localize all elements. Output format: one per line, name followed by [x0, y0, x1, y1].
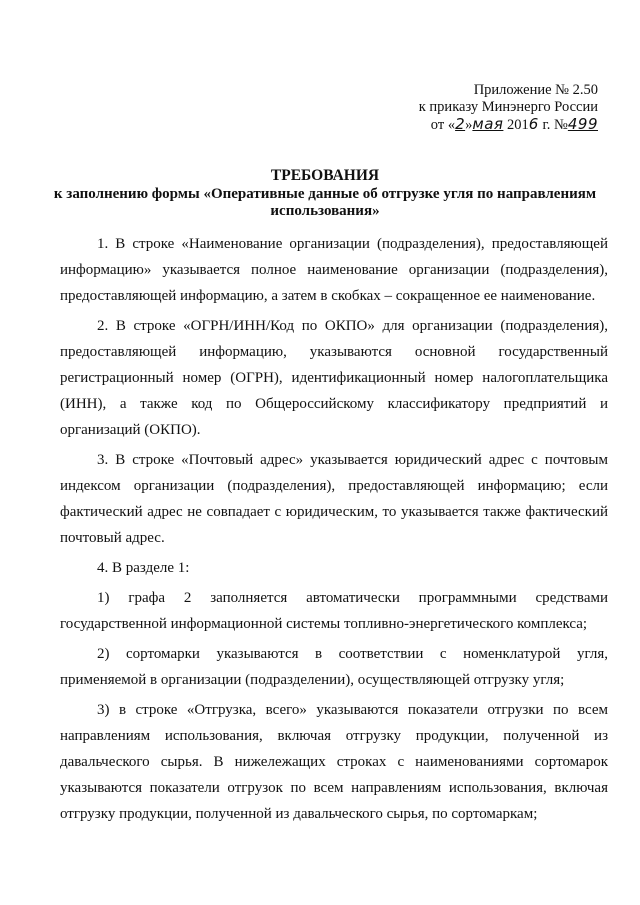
date-prefix: от « — [430, 117, 456, 133]
handwritten-month: мая — [472, 115, 504, 133]
paragraph-3: 3. В строке «Почтовый адрес» указывается юридический адрес с почтовым индексом организации (подразделения), предоставляющей информацию; если фактический адрес не совпадает с юридическим, то указывается также фактический почтовый адрес. — [60, 452, 608, 546]
document-body — [60, 231, 608, 831]
paragraph-1: 1. В строке «Наименование организации (подразделения), предоставляющей информацию» указывается полное наименование организации (подразделения), предоставляющей информацию, а затем в скобках – сокращенное ее наименование. — [60, 236, 608, 304]
number-prefix: г. № — [538, 117, 568, 133]
date-mid: » — [465, 117, 473, 133]
paragraph-4-item-1: 1) графа 2 заполняется автоматически программными средствами государственной информационной системы топливно-энергетического комплекса; — [60, 590, 608, 632]
handwritten-day: 2 — [455, 115, 466, 133]
appendix-line-2: к приказу Минэнерго России — [418, 99, 598, 115]
paragraph-4-item-2: 2) сортомарки указываются в соответствии с номенклатурой угля, применяемой в организации (подразделении), осуществляющей отгрузку угля; — [60, 646, 608, 688]
appendix-line-3 — [398, 116, 598, 134]
paragraph-4-item-3: 3) в строке «Отгрузка, всего» указываются показатели отгрузки по всем направлениям использования, включая отгрузку продукции, полученной из давальческого сырья. В нижележащих строках с наименованиями сортомарок указываются показатели отгрузок по всем направлениям использования, включая отгрузку продукции, полученной из давальческого сырья, по сортомаркам; — [60, 702, 608, 822]
year-prefix: 201 — [507, 117, 529, 133]
title-subtitle: к заполнению формы «Оперативные данные об отгрузке угля по направлениям использования» — [53, 186, 597, 219]
appendix-line-1: Приложение № 2.50 — [473, 82, 598, 98]
paragraph-2: 2. В строке «ОГРН/ИНН/Код по ОКПО» для организации (подразделения), предоставляющей информацию, указываются основной государственный регистрационный номер (ОГРН), идентификационный номер налогоплательщика (ИНН), а также код по Общероссийскому классификатору предприятий и организаций (ОКПО). — [60, 318, 608, 438]
handwritten-year-digit: 6 — [528, 115, 539, 133]
title-main: ТРЕБОВАНИЯ — [270, 167, 380, 184]
handwritten-order-number: 499 — [567, 115, 598, 133]
appendix-header — [398, 82, 598, 134]
document-title — [40, 167, 610, 220]
paragraph-4: 4. В разделе 1: — [97, 560, 190, 576]
